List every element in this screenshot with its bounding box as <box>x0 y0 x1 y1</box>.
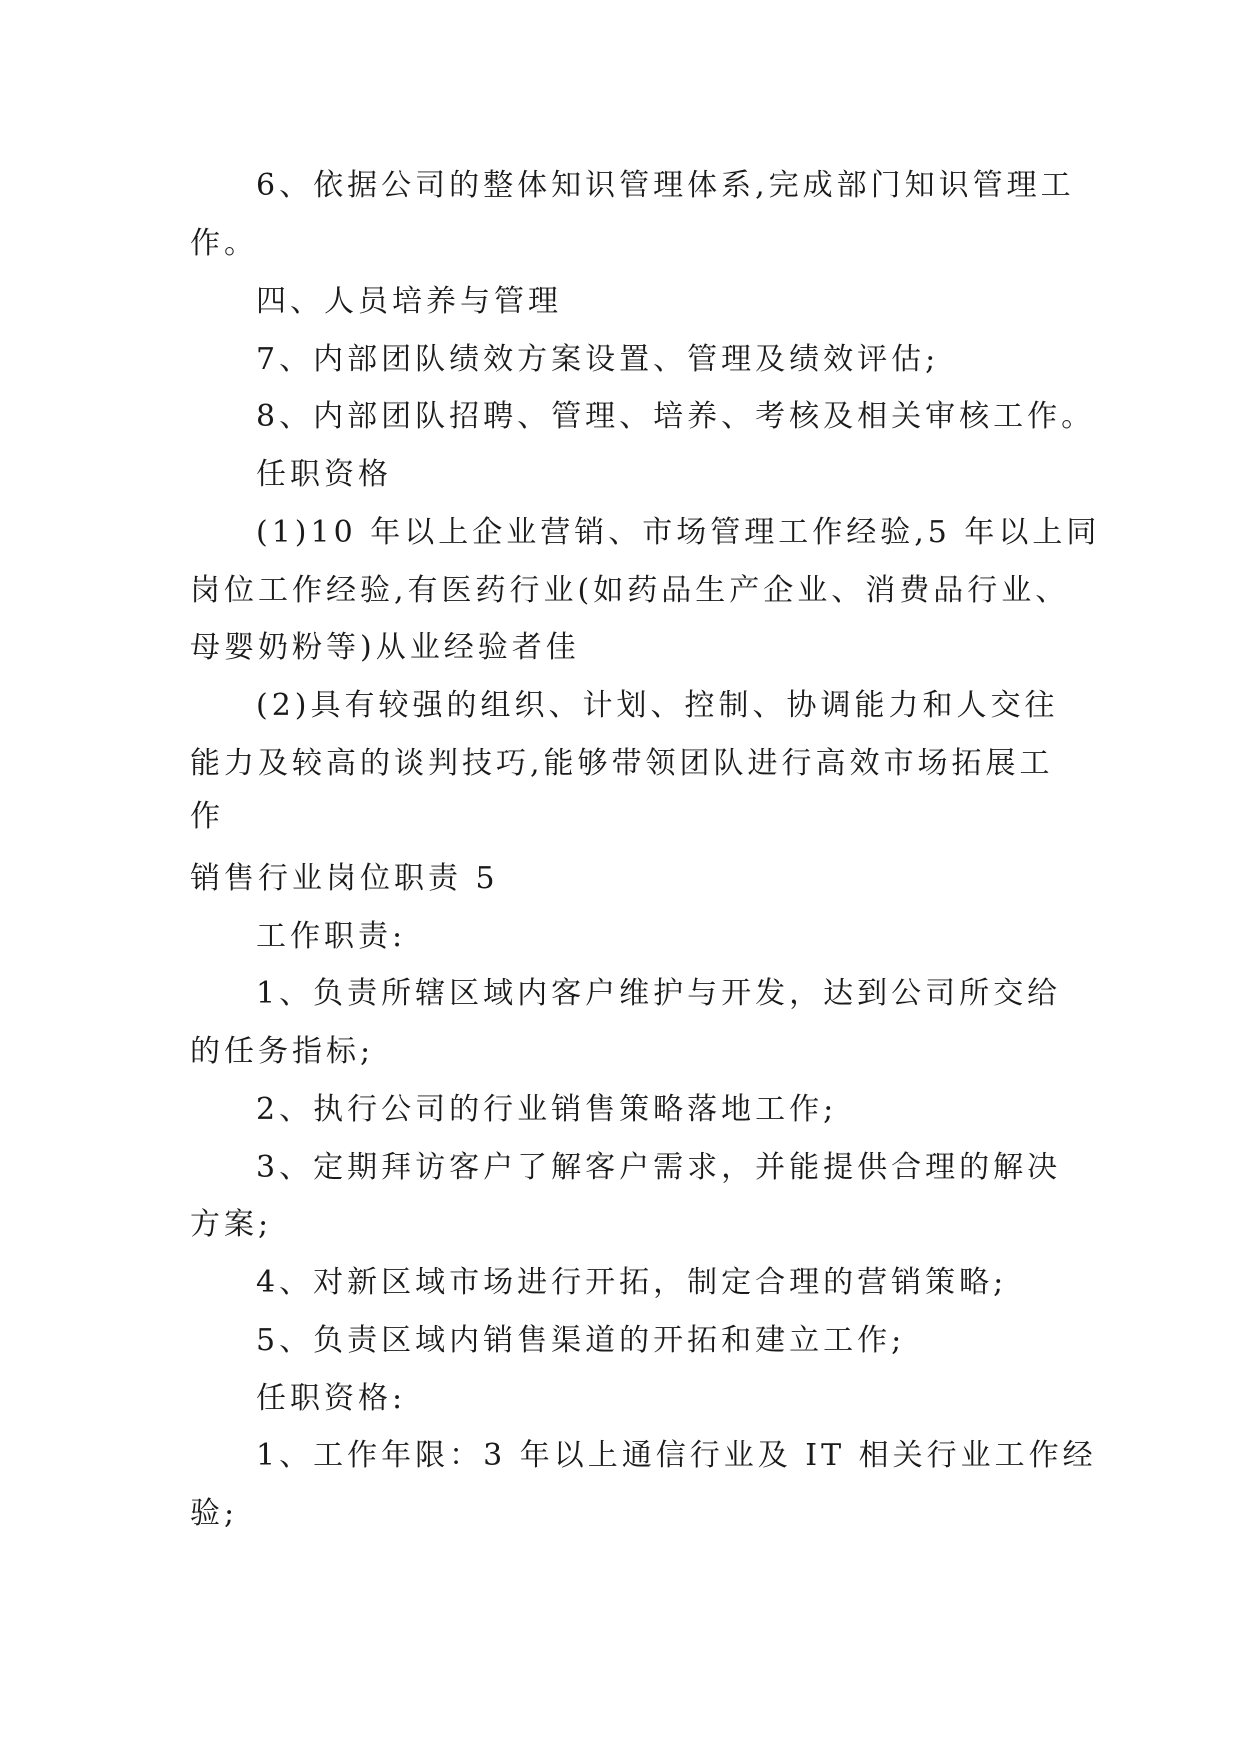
paragraph-line: 6、依据公司的整体知识管理体系,完成部门知识管理工 <box>256 168 1075 203</box>
paragraph-line: 1、负责所辖区域内客户维护与开发，达到公司所交给 <box>256 976 1062 1011</box>
paragraph-line: (1)10 年以上企业营销、市场管理工作经验,5 年以上同 <box>256 515 1101 550</box>
document-subtitle: 销售行业岗位职责 5 <box>190 861 499 896</box>
paragraph-line: 7、内部团队绩效方案设置、管理及绩效评估; <box>256 342 940 377</box>
paragraph-line: 5、负责区域内销售渠道的开拓和建立工作; <box>256 1323 906 1358</box>
section-heading: 四、人员培养与管理 <box>256 284 562 319</box>
section-heading: 任职资格 <box>256 457 392 492</box>
paragraph-line: 2、执行公司的行业销售策略落地工作; <box>256 1092 838 1127</box>
paragraph-line: 能力及较高的谈判技巧,能够带领团队进行高效市场拓展工 <box>190 746 1054 781</box>
paragraph-line: (2)具有较强的组织、计划、控制、协调能力和人交往 <box>256 688 1059 723</box>
paragraph-line: 1、工作年限：3 年以上通信行业及 IT 相关行业工作经 <box>256 1438 1097 1473</box>
section-heading: 工作职责: <box>256 919 407 954</box>
paragraph-line: 4、对新区域市场进行开拓，制定合理的营销策略; <box>256 1265 1008 1300</box>
paragraph-line: 作。 <box>190 226 258 261</box>
paragraph-line: 3、定期拜访客户了解客户需求，并能提供合理的解决 <box>256 1150 1062 1185</box>
paragraph-line: 验; <box>190 1496 239 1531</box>
paragraph-line: 母婴奶粉等)从业经验者佳 <box>190 630 580 665</box>
section-heading: 任职资格: <box>256 1381 407 1416</box>
paragraph-line: 方案; <box>190 1207 273 1242</box>
paragraph-line: 8、内部团队招聘、管理、培养、考核及相关审核工作。 <box>256 399 1096 434</box>
paragraph-line: 作 <box>190 799 224 834</box>
paragraph-line: 岗位工作经验,有医药行业(如药品生产企业、消费品行业、 <box>190 573 1070 608</box>
paragraph-line: 的任务指标; <box>190 1034 375 1069</box>
